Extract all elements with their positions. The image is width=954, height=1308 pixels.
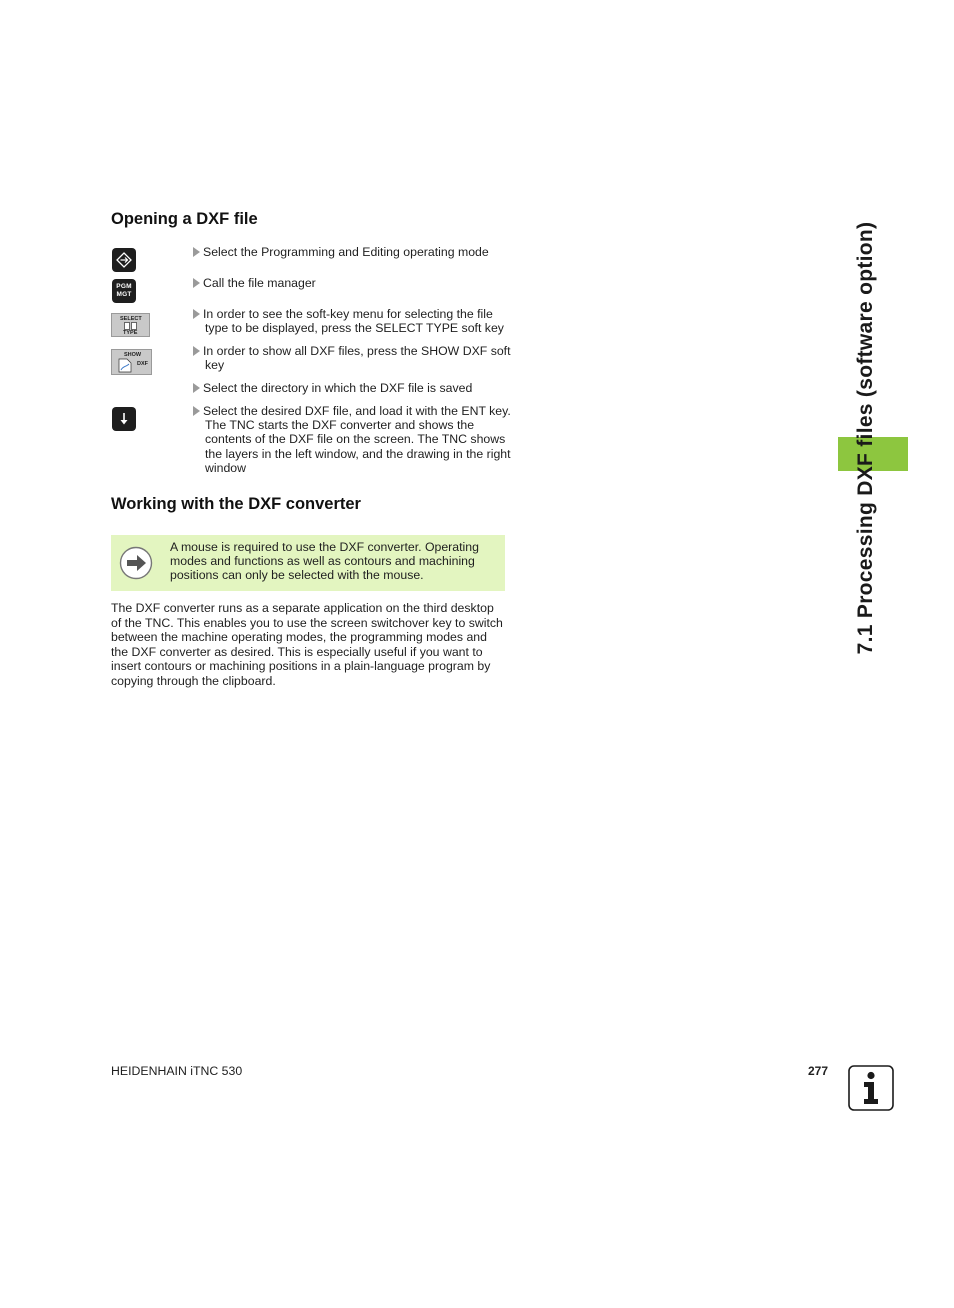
step-text: Call the file manager — [203, 276, 316, 290]
file-type-icon — [124, 322, 138, 330]
pgm-mgt-key-label-1: PGM — [116, 283, 132, 290]
show-dxf-label-1: SHOW — [124, 352, 142, 358]
step-select-type — [193, 307, 511, 335]
step-arrow-icon — [193, 278, 200, 288]
info-icon — [848, 1065, 894, 1111]
ent-key — [112, 407, 136, 431]
step-file-manager — [193, 276, 511, 290]
dxf-file-icon — [118, 358, 132, 373]
step-text: Select the desired DXF file, and load it with the ENT key. The TNC starts the DXF converter and shows the contents of the DXF file on the screen. The TNC shows the layers in the left window, and the drawing in the right window — [203, 404, 511, 475]
section-heading-working-dxf: Working with the DXF converter — [111, 495, 361, 513]
step-arrow-icon — [193, 247, 200, 257]
step-arrow-icon — [193, 406, 200, 416]
select-type-label-2: TYPE — [123, 330, 138, 336]
select-type-label-1: SELECT — [120, 316, 142, 322]
programming-mode-key — [112, 248, 136, 272]
step-select-directory — [193, 381, 511, 395]
pgm-mgt-key — [112, 279, 136, 303]
note-text: A mouse is required to use the DXF converter. Operating modes and functions as well as contours and machining positions can only be selected with the mouse. — [170, 540, 479, 583]
step-text: In order to see the soft-key menu for selecting the file type to be displayed, press the SELECT TYPE soft key — [203, 307, 504, 336]
step-load-file — [193, 404, 511, 475]
page-number: 277 — [808, 1064, 829, 1078]
programming-editing-mode-icon — [115, 251, 133, 269]
step-text: In order to show all DXF files, press the SHOW DXF soft key — [203, 344, 511, 373]
show-dxf-label-2: DXF — [137, 361, 148, 367]
note-box — [111, 535, 505, 591]
footer-product: HEIDENHAIN iTNC 530 — [111, 1064, 243, 1078]
ent-arrow-icon — [118, 411, 130, 427]
step-arrow-icon — [193, 383, 200, 393]
select-type-softkey — [111, 313, 150, 337]
step-arrow-icon — [193, 346, 200, 356]
step-programming-mode — [193, 245, 511, 259]
step-text: Select the Programming and Editing operating mode — [203, 245, 489, 259]
step-text: Select the directory in which the DXF file is saved — [203, 381, 473, 395]
chapter-title: 7.1 Processing DXF files (software option) — [854, 221, 877, 655]
arrow-right-circle-icon — [119, 546, 153, 580]
step-show-dxf — [193, 344, 511, 372]
body-paragraph: The DXF converter runs as a separate application on the third desktop of the TNC. This enables you to use the screen switchover key to switch between the machine operating modes, the programming modes and the DXF converter as desired. This is especially useful if you want to insert contours or machining positions in a plain-language program by copying through the clipboard. — [111, 601, 503, 688]
show-dxf-softkey — [111, 349, 152, 375]
section-heading-opening-dxf: Opening a DXF file — [111, 210, 258, 228]
step-arrow-icon — [193, 309, 200, 319]
pgm-mgt-key-label-2: MGT — [116, 291, 132, 298]
